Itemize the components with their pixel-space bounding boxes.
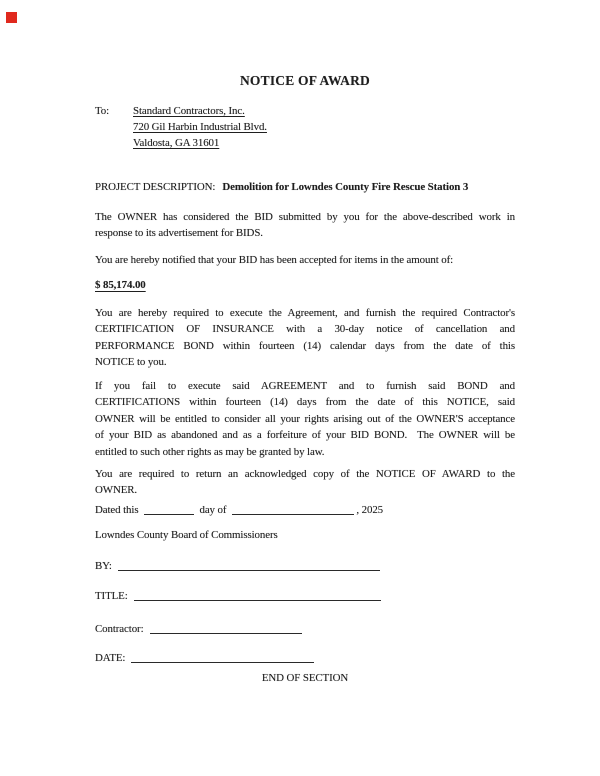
text-line: The OWNER has considered the BID submitted by you for the above-described work in [95, 211, 515, 223]
red-marker [6, 12, 17, 23]
title-label: TITLE: [95, 590, 128, 602]
text-line: CERTIFICATIONS within fourteen (14) days from the date of this NOTICE, said [95, 396, 515, 409]
owner-organization: Lowndes County Board of Commissioners [95, 529, 278, 541]
recipient-block [95, 103, 515, 151]
text-line: OWNER will be entitled to consider all your rights arising out of the OWNER'S acceptance [95, 412, 515, 425]
end-of-section: END OF SECTION [261, 672, 349, 684]
page-title: NOTICE OF AWARD [239, 73, 371, 88]
text-line: You are hereby required to execute the Agreement, and furnish the required Contractor's [95, 307, 515, 319]
dated-prefix: Dated this [95, 504, 139, 516]
paragraph-return-copy [95, 466, 515, 499]
dated-year: , 2025 [356, 504, 384, 516]
dated-line [95, 500, 515, 518]
to-label: To: [95, 105, 110, 117]
text-line: PERFORMANCE BOND within fourteen (14) calendar days from the date of this [95, 339, 515, 352]
paragraph-execute-agreement [95, 305, 515, 371]
text-line: CERTIFICATION OF INSURANCE with a 30-day notice of cancellation and [95, 323, 515, 336]
paragraph-fail-to-execute [95, 378, 515, 460]
dated-day-of: day of [199, 504, 227, 516]
recipient-city-state-zip: Valdosta, GA 31601 [133, 137, 220, 149]
text-line: response to its advertisement for BIDS. [95, 227, 263, 240]
text-line: You are required to return an acknowledged copy of the NOTICE OF AWARD to the [95, 468, 515, 480]
by-signature-line [95, 556, 515, 574]
text-line: If you fail to execute said AGREEMENT and to furnish said BOND and [95, 380, 515, 392]
date-signature-blank [131, 650, 314, 663]
paragraph-bid-accepted: You are hereby notified that your BID has been accepted for items in the amount of: [95, 254, 454, 266]
title-signature-line [95, 586, 515, 604]
by-signature-blank [118, 558, 380, 571]
text-line: NOTICE to you. [95, 356, 167, 369]
date-signature-line [95, 648, 515, 666]
project-description-label: PROJECT DESCRIPTION: [95, 181, 216, 193]
project-description-value: Demolition for Lowndes County Fire Rescue Station 3 [222, 181, 469, 193]
contractor-signature-line [95, 619, 515, 637]
text-line: of your BID as abandoned and as a forfeiture of your BID BOND. The OWNER will be [95, 429, 515, 442]
recipient-address [133, 103, 267, 151]
bid-amount-line [95, 277, 515, 293]
by-label: BY: [95, 560, 112, 572]
recipient-street: 720 Gil Harbin Industrial Blvd. [133, 121, 267, 133]
dated-month-blank [232, 502, 354, 515]
contractor-signature-blank [150, 621, 302, 634]
title-signature-blank [134, 588, 381, 601]
dated-day-blank [144, 502, 194, 515]
contractor-label: Contractor: [95, 623, 144, 635]
project-description-line [95, 179, 515, 195]
text-line: entitled to such other rights as may be granted by law. [95, 445, 325, 458]
text-line: OWNER. [95, 484, 138, 497]
recipient-name: Standard Contractors, Inc. [133, 105, 245, 117]
date-label: DATE: [95, 652, 126, 664]
bid-amount: $ 85,174.00 [95, 279, 146, 291]
paragraph-owner-considered [95, 209, 515, 242]
